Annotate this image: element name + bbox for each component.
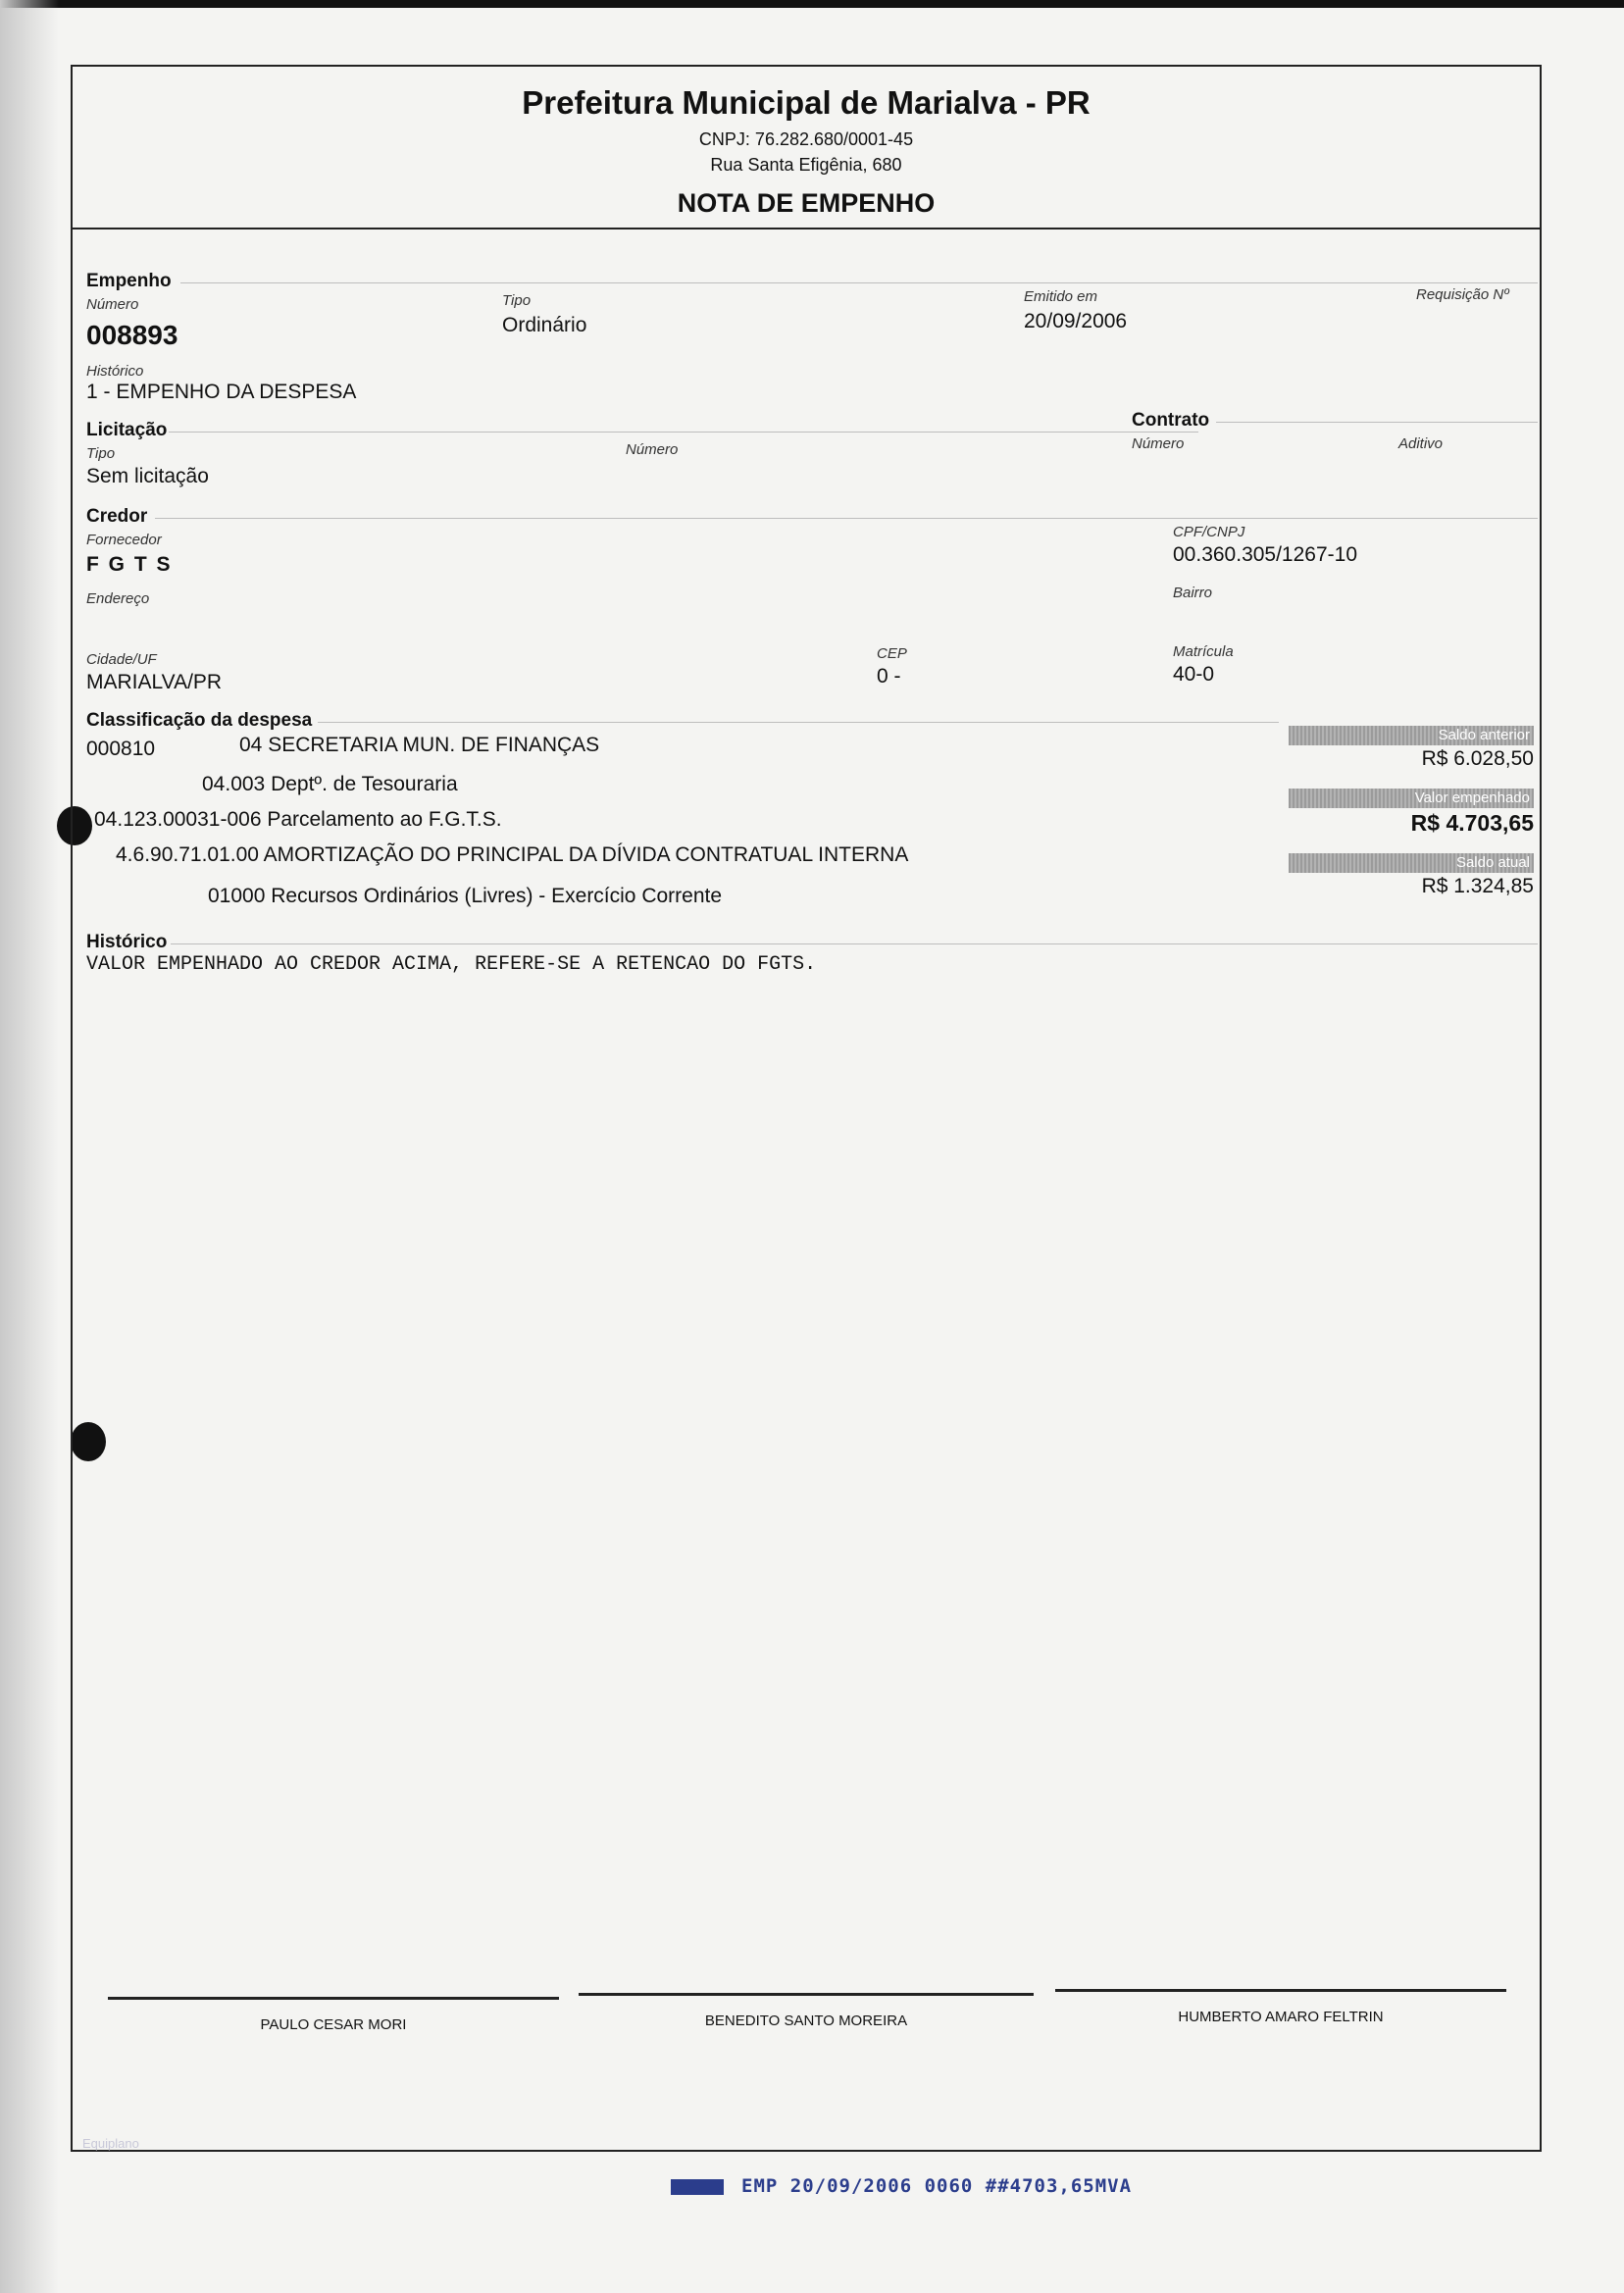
- stamp-text: EMP 20/09/2006 0060 ##4703,65MVA: [741, 2175, 1133, 2197]
- empenho-numero-label: Número: [86, 296, 139, 313]
- cpf-cnpj-label: CPF/CNPJ: [1173, 524, 1245, 540]
- empenho-historico: 1 - EMPENHO DA DESPESA: [86, 381, 357, 403]
- valor-empenhado-value: R$ 4.703,65: [1410, 810, 1534, 836]
- classificacao-section-title: Classificação da despesa: [86, 710, 313, 731]
- classificacao-funcional: 04.123.00031-006 Parcelamento ao F.G.T.S.: [94, 808, 502, 831]
- fornecedor-name: F G T S: [86, 553, 173, 576]
- empenho-historico-label: Histórico: [86, 363, 144, 380]
- classificacao-orgao: 04 SECRETARIA MUN. DE FINANÇAS: [239, 734, 600, 756]
- classificacao-elemento: 4.6.90.71.01.00 AMORTIZAÇÃO DO PRINCIPAL DA DÍVIDA CONTRATUAL INTERNA: [116, 843, 909, 866]
- document-header: [73, 67, 1540, 229]
- cep-label: CEP: [877, 645, 907, 662]
- requisicao-label: Requisição Nº: [1416, 286, 1509, 303]
- credor-section-title: Credor: [86, 506, 148, 527]
- cidade-label: Cidade/UF: [86, 651, 157, 668]
- contrato-numero-label: Número: [1132, 435, 1185, 452]
- endereco-label: Endereço: [86, 590, 150, 607]
- municipality-title: Prefeitura Municipal de Marialva - PR: [522, 84, 1091, 121]
- nota-de-empenho-sheet: [71, 65, 1542, 2152]
- bairro-label: Bairro: [1173, 585, 1213, 601]
- signatory-3: HUMBERTO AMARO FELTRIN: [1178, 2009, 1384, 2025]
- emitido-label: Emitido em: [1024, 288, 1098, 305]
- saldo-atual-value: R$ 1.324,85: [1421, 875, 1534, 897]
- matricula-label: Matrícula: [1173, 643, 1234, 660]
- emitido-date: 20/09/2006: [1024, 310, 1128, 332]
- contrato-section-title: Contrato: [1132, 410, 1210, 431]
- classificacao-rule: [318, 722, 1279, 723]
- contrato-aditivo-label: Aditivo: [1398, 435, 1444, 452]
- stamp-logo-icon: [671, 2179, 724, 2195]
- document-title: NOTA DE EMPENHO: [677, 188, 936, 218]
- cep-value: 0 -: [877, 665, 901, 688]
- classificacao-unidade: 04.003 Deptº. de Tesouraria: [202, 773, 458, 795]
- saldo-anterior-value: R$ 6.028,50: [1421, 747, 1534, 770]
- software-watermark: Equiplano: [82, 2136, 139, 2151]
- cpf-cnpj-value: 00.360.305/1267-10: [1173, 543, 1358, 566]
- saldo-atual-label: Saldo atual: [1289, 853, 1534, 873]
- matricula-value: 40-0: [1173, 663, 1215, 686]
- signature-line-1: [108, 1997, 559, 2000]
- scan-left-shadow: [0, 0, 59, 2293]
- licitacao-rule: [169, 432, 1198, 433]
- signatory-2: BENEDITO SANTO MOREIRA: [704, 2013, 908, 2029]
- contrato-rule: [1216, 422, 1538, 423]
- licitacao-section-title: Licitação: [86, 420, 168, 440]
- empenho-rule: [180, 282, 1538, 283]
- valor-empenhado-label: Valor empenhado: [1289, 789, 1534, 808]
- mechanical-stamp: [671, 2175, 1132, 2197]
- signature-line-2: [579, 1993, 1034, 1996]
- licitacao-tipo-label: Tipo: [86, 445, 116, 462]
- municipality-address: Rua Santa Efigênia, 680: [710, 155, 902, 175]
- empenho-tipo: Ordinário: [502, 314, 587, 336]
- classificacao-fonte: 01000 Recursos Ordinários (Livres) - Exercício Corrente: [208, 885, 723, 907]
- empenho-section-title: Empenho: [86, 271, 172, 291]
- scan-top-edge: [0, 0, 1624, 8]
- credor-rule: [155, 518, 1538, 519]
- classificacao-code: 000810: [86, 738, 156, 760]
- historico-section-title: Histórico: [86, 932, 168, 952]
- signatory-1: PAULO CESAR MORI: [260, 2016, 407, 2033]
- licitacao-tipo: Sem licitação: [86, 465, 209, 487]
- cidade-value: MARIALVA/PR: [86, 671, 223, 693]
- signature-line-3: [1055, 1989, 1506, 1992]
- fornecedor-label: Fornecedor: [86, 532, 162, 548]
- empenho-numero: 008893: [86, 320, 178, 350]
- saldo-anterior-label: Saldo anterior: [1289, 726, 1534, 745]
- municipality-cnpj: CNPJ: 76.282.680/0001-45: [698, 129, 914, 149]
- historico-text: VALOR EMPENHADO AO CREDOR ACIMA, REFERE-SE A RETENCAO DO FGTS.: [86, 953, 817, 976]
- empenho-tipo-label: Tipo: [502, 292, 532, 309]
- historico-rule: [171, 943, 1538, 944]
- licitacao-numero-label: Número: [626, 441, 679, 458]
